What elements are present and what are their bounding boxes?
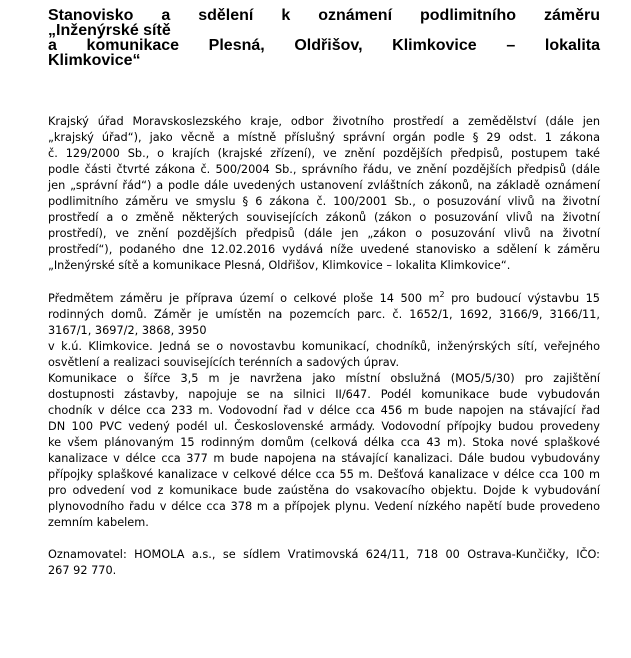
text-line: 3167/1, 3697/2, 3868, 3950 [48, 324, 207, 337]
text-line: osvětlení a realizaci souvisejících terénních a sadových úprav. [48, 356, 400, 369]
text-line: jen „správní řád“) a podle dále uvedených ustanovení zvláštních zákonů, na základě oznámení [48, 179, 600, 192]
text-line: „krajský úřad“), jako věcně a místně příslušný správní orgán podle § 29 odst. 1 zákona [48, 131, 600, 144]
title-line: Klimkovice“ [48, 52, 141, 69]
text-fragment: pro budoucí výstavbu 15 [444, 292, 600, 305]
text-line: kanalizace v délce cca 377 m bude napojena na stávající kanalizaci. Dále budou vybudovány [48, 452, 600, 465]
intro-paragraph [48, 114, 600, 274]
text-line: Komunikace o šířce 3,5 m je navržena jako místní obslužná (MO5/5/30) pro zajištění [48, 372, 600, 385]
title-line: a komunikace Plesná, Oldřišov, Klimkovice – lokalita [48, 37, 600, 54]
text-line: prostředí a o změně některých souvisejících zákonů (zákon o posuzování vlivů na životní [48, 211, 600, 224]
title-line: „Inženýrské sítě [48, 22, 171, 39]
text-line: ke všem plánovaným 15 rodinným domům (celková délka cca 43 m). Stoka nové splaškové [48, 436, 600, 449]
text-line: podlimitního záměru ve smyslu § 6 zákona č. 100/2001 Sb., o posuzování vlivů na životní [48, 195, 600, 208]
text-line: Oznamovatel: HOMOLA a.s., se sídlem Vratimovská 624/11, 718 00 Ostrava-Kunčičky, IČO: [48, 548, 600, 561]
document-page [48, 0, 600, 579]
document-title [48, 8, 600, 68]
project-subject-paragraph [48, 291, 600, 371]
text-line [48, 291, 600, 307]
applicant-paragraph [48, 547, 600, 579]
text-line: „Inženýrské sítě a komunikace Plesná, Oldřišov, Klimkovice – lokalita Klimkovice“. [48, 259, 511, 272]
text-line: zemním kabelem. [48, 516, 149, 529]
text-line: podle části čtvrté zákona č. 500/2004 Sb., správního řádu, ve znění pozdějších předpisů (dále [48, 163, 600, 176]
text-line: v k.ú. Klimkovice. Jedná se o novostavbu komunikací, chodníků, inženýrských sítí, veřejného [48, 340, 600, 353]
text-line: plynovodního řadu v délce cca 378 m a přípojek plynu. Vedení nízkého napětí bude provedeno [48, 500, 600, 513]
text-line: prostředí“), podaného dne 12.02.2016 vydává níže uvedené stanovisko a sdělení k záměru [48, 243, 600, 256]
text-line: č. 129/2000 Sb., o krajích (krajské zřízení), ve znění pozdějších předpisů, postupem také [48, 147, 600, 160]
superscript: 2 [439, 290, 445, 300]
text-line: pro odvedení vod z komunikace bude zaústěna do vsakovacího objektu. Dojde k vybudování [48, 484, 600, 497]
text-fragment: Předmětem záměru je příprava území o celkové ploše 14 500 m [48, 292, 440, 305]
project-description-paragraph [48, 371, 600, 531]
text-line: přípojky splaškové kanalizace v celkové délce cca 55 m. Dešťová kanalizace v délce cca 100 m [48, 468, 600, 481]
title-line: Stanovisko a sdělení k oznámení podlimitního záměru [48, 7, 600, 24]
text-line: DN 100 PVC vedený podél ul. Československé armády. Vodovodní přípojky budou provedeny [48, 420, 600, 433]
text-line: 267 92 770. [48, 564, 117, 577]
text-line: rodinných domů. Záměr je umístěn na pozemcích parc. č. 1652/1, 1692, 3166/9, 3166/11, [48, 308, 600, 321]
text-line: dostupnosti zástavby, napojuje se na silnici II/647. Podél komunikace bude vybudován [48, 388, 600, 401]
text-line: chodník v délce cca 233 m. Vodovodní řad v délce cca 456 m bude napojen na stávající řad [48, 404, 600, 417]
text-line: prostředí), ve znění pozdějších předpisů (dále jen „zákon o posuzování vlivů na životní [48, 227, 600, 240]
text-line: Krajský úřad Moravskoslezského kraje, odbor životního prostředí a zemědělství (dále jen [48, 115, 600, 128]
